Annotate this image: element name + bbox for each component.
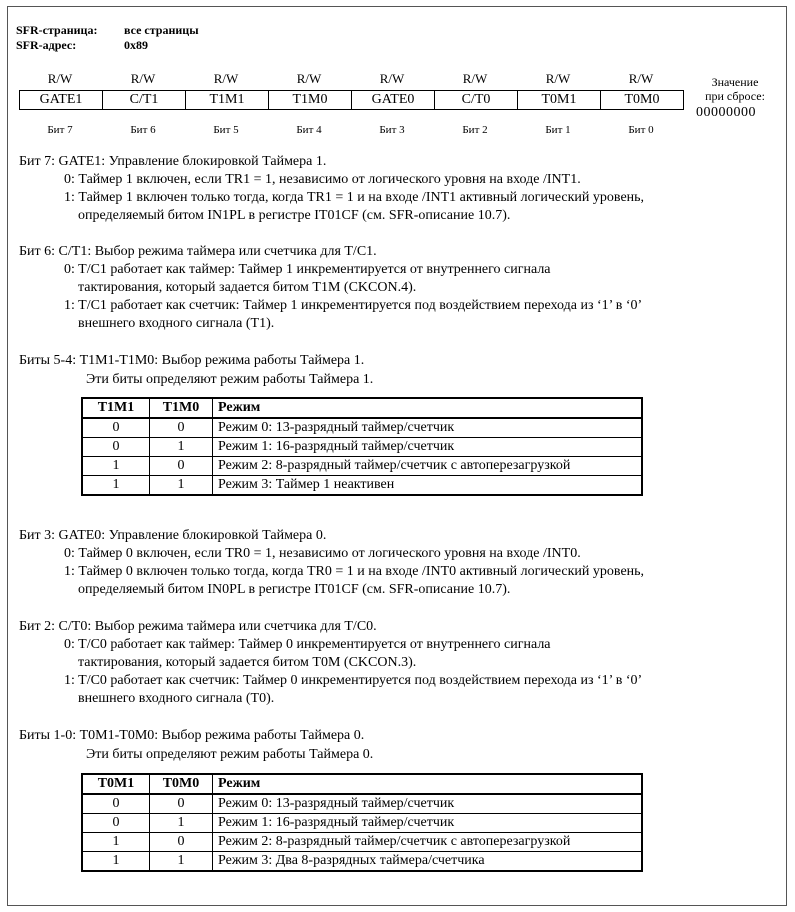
table-cell: Режим 2: 8-разрядный таймер/счетчик с автоперезагрузкой bbox=[213, 457, 643, 476]
bit7-line: определяемый битом IN1PL в регистре IT01CF (см. SFR-описание 10.7). bbox=[78, 208, 511, 223]
bit7-line: 1: Таймер 1 включен только тогда, когда TR1 = 1 и на входе /INT1 активный логический уровень, bbox=[64, 190, 645, 205]
bit6-line: внешнего входного сигнала (T1). bbox=[78, 316, 275, 331]
bit-field: C/T1 bbox=[103, 91, 186, 110]
register-description-page bbox=[7, 6, 787, 906]
bit-number: Бит 0 bbox=[628, 124, 654, 136]
bit-field: GATE0 bbox=[352, 91, 435, 110]
bit-number: Бит 7 bbox=[47, 124, 73, 136]
table-row bbox=[82, 794, 642, 814]
bits10-line: Эти биты определяют режим работы Таймера 0. bbox=[86, 747, 374, 762]
table-cell: Режим 2: 8-разрядный таймер/счетчик с автоперезагрузкой bbox=[213, 833, 643, 852]
table-cell: Режим 3: Таймер 1 неактивен bbox=[213, 476, 643, 496]
column-header: T0M0 bbox=[150, 774, 213, 794]
table-cell: Режим 3: Два 8-разрядных таймера/счетчика bbox=[213, 852, 643, 872]
bit-field: T0M1 bbox=[518, 91, 601, 110]
timer1-mode-table bbox=[81, 397, 643, 496]
sfr-page-value: все страницы bbox=[124, 23, 199, 37]
table-row bbox=[82, 438, 642, 457]
table-cell: 0 bbox=[150, 833, 213, 852]
table-row bbox=[82, 418, 642, 438]
bit-field: C/T0 bbox=[435, 91, 518, 110]
register-bit-table bbox=[19, 90, 684, 110]
column-header: T0M1 bbox=[82, 774, 150, 794]
table-cell: 1 bbox=[150, 438, 213, 457]
reset-value: 00000000 bbox=[696, 105, 756, 120]
bit-number: Бит 1 bbox=[545, 124, 571, 136]
table-cell: 1 bbox=[82, 476, 150, 496]
table-cell: 1 bbox=[82, 457, 150, 476]
bit-number: Бит 5 bbox=[213, 124, 239, 136]
table-row bbox=[82, 457, 642, 476]
bit3-line: определяемый битом IN0PL в регистре IT01CF (см. SFR-описание 10.7). bbox=[78, 582, 511, 597]
column-header: T1M1 bbox=[82, 398, 150, 418]
bit2-line: внешнего входного сигнала (T0). bbox=[78, 691, 275, 706]
table-row bbox=[82, 476, 642, 496]
table-cell: 0 bbox=[150, 457, 213, 476]
bit3-title: Бит 3: GATE0: Управление блокировкой Таймера 0. bbox=[19, 528, 327, 543]
table-cell: Режим 0: 13-разрядный таймер/счетчик bbox=[213, 794, 643, 814]
column-header: Режим bbox=[213, 774, 643, 794]
bit-field: T1M1 bbox=[186, 91, 269, 110]
table-cell: Режим 0: 13-разрядный таймер/счетчик bbox=[213, 418, 643, 438]
bit6-line: 0: T/C1 работает как таймер: Таймер 1 инкрементируется от внутреннего сигнала bbox=[64, 262, 551, 277]
table-row bbox=[82, 852, 642, 872]
bit2-line: 0: T/C0 работает как таймер: Таймер 0 инкрементируется от внутреннего сигнала bbox=[64, 637, 551, 652]
sfr-address-value: 0x89 bbox=[124, 38, 148, 52]
sfr-page-label: SFR-страница: bbox=[16, 23, 98, 37]
bit-access: R/W bbox=[213, 71, 239, 86]
table-cell: 1 bbox=[150, 476, 213, 496]
bits54-title: Биты 5-4: T1M1-T1M0: Выбор режима работы Таймера 1. bbox=[19, 353, 365, 368]
table-cell: 0 bbox=[82, 418, 150, 438]
table-cell: 1 bbox=[82, 852, 150, 872]
bit-access: R/W bbox=[47, 71, 73, 86]
bits10-title: Биты 1-0: T0M1-T0M0: Выбор режима работы Таймера 0. bbox=[19, 728, 365, 743]
bit-number: Бит 4 bbox=[296, 124, 322, 136]
table-header-row bbox=[82, 398, 642, 418]
bits54-line: Эти биты определяют режим работы Таймера 1. bbox=[86, 372, 374, 387]
reset-label-line: при сбросе: bbox=[705, 89, 765, 103]
bit7-title: Бит 7: GATE1: Управление блокировкой Таймера 1. bbox=[19, 154, 327, 169]
table-cell: 0 bbox=[150, 794, 213, 814]
reset-label-line: Значение bbox=[711, 75, 759, 89]
bit-access: R/W bbox=[628, 71, 654, 86]
table-cell: 1 bbox=[82, 833, 150, 852]
table-cell: Режим 1: 16-разрядный таймер/счетчик bbox=[213, 438, 643, 457]
column-header: Режим bbox=[213, 398, 643, 418]
bit-access: R/W bbox=[545, 71, 571, 86]
bit-field: T0M0 bbox=[601, 91, 684, 110]
table-cell: 1 bbox=[150, 814, 213, 833]
bit-number: Бит 2 bbox=[462, 124, 488, 136]
bit-field: GATE1 bbox=[20, 91, 103, 110]
table-cell: 1 bbox=[150, 852, 213, 872]
column-header: T1M0 bbox=[150, 398, 213, 418]
table-cell: Режим 1: 16-разрядный таймер/счетчик bbox=[213, 814, 643, 833]
bit2-line: тактирования, который задается битом T0M (CKCON.3). bbox=[78, 655, 417, 670]
bit3-line: 0: Таймер 0 включен, если TR0 = 1, независимо от логического уровня на входе /INT0. bbox=[64, 546, 581, 561]
bit-number: Бит 6 bbox=[130, 124, 156, 136]
sfr-address-label: SFR-адрес: bbox=[16, 38, 77, 52]
bit7-line: 0: Таймер 1 включен, если TR1 = 1, независимо от логического уровня на входе /INT1. bbox=[64, 172, 581, 187]
bit6-line: 1: T/C1 работает как счетчик: Таймер 1 инкрементируется под воздействием перехода из ‘1’ в ‘0’ bbox=[64, 298, 643, 313]
bit-access: R/W bbox=[296, 71, 322, 86]
timer0-mode-table bbox=[81, 773, 643, 872]
bit2-line: 1: T/C0 работает как счетчик: Таймер 0 инкрементируется под воздействием перехода из ‘1’ в ‘0’ bbox=[64, 673, 643, 688]
table-cell: 0 bbox=[82, 438, 150, 457]
bit-access: R/W bbox=[130, 71, 156, 86]
table-cell: 0 bbox=[82, 814, 150, 833]
reset-value-label bbox=[690, 75, 780, 103]
table-cell: 0 bbox=[150, 418, 213, 438]
bit6-line: тактирования, который задается битом T1M (CKCON.4). bbox=[78, 280, 417, 295]
table-row bbox=[82, 833, 642, 852]
table-header-row bbox=[82, 774, 642, 794]
bit3-line: 1: Таймер 0 включен только тогда, когда TR0 = 1 и на входе /INT0 активный логический уровень, bbox=[64, 564, 645, 579]
table-row bbox=[82, 814, 642, 833]
bit-access: R/W bbox=[379, 71, 405, 86]
bit6-title: Бит 6: C/T1: Выбор режима таймера или счетчика для T/C1. bbox=[19, 244, 377, 259]
bit-number: Бит 3 bbox=[379, 124, 405, 136]
bit-access: R/W bbox=[462, 71, 488, 86]
bit-field: T1M0 bbox=[269, 91, 352, 110]
table-cell: 0 bbox=[82, 794, 150, 814]
bit2-title: Бит 2: C/T0: Выбор режима таймера или счетчика для T/C0. bbox=[19, 619, 377, 634]
